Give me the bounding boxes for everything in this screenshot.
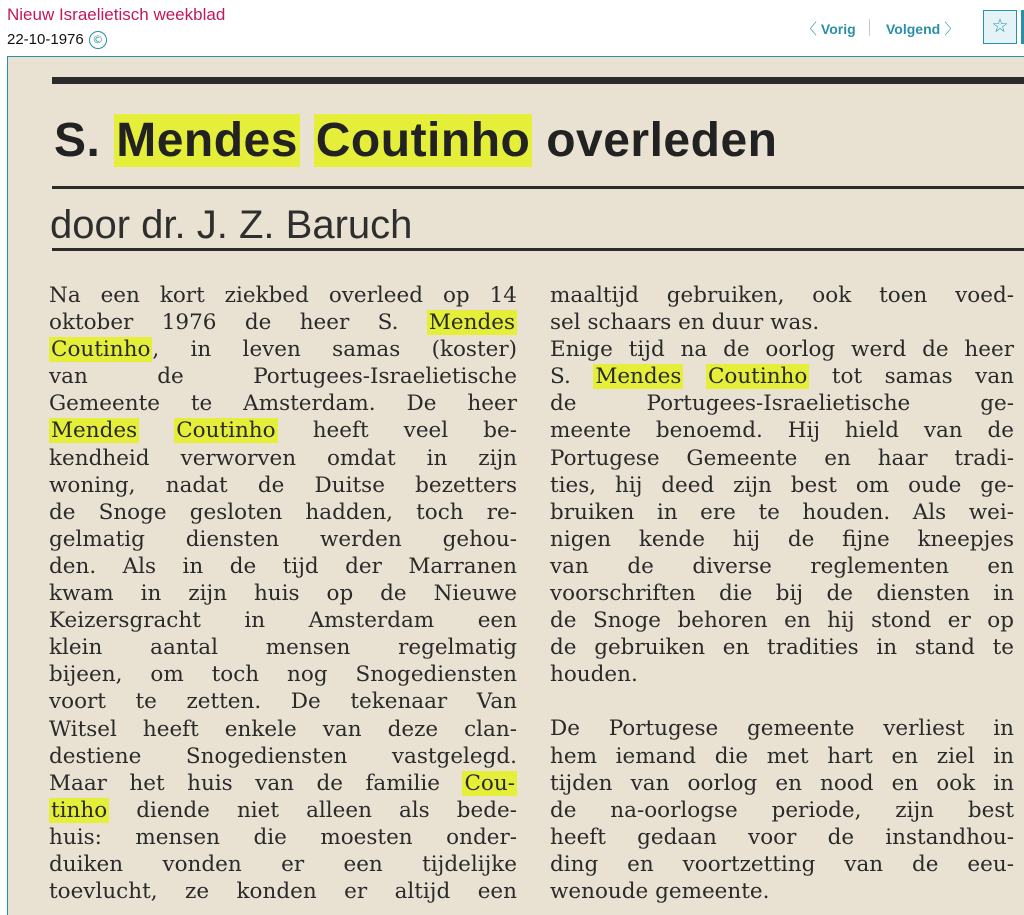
left-column (49, 282, 517, 905)
headline-suffix: overleden (546, 114, 778, 167)
next-label: Volgend (886, 21, 941, 37)
headline-prefix: S. (54, 114, 101, 167)
text-line: meente benoemd. Hij hield van de (550, 418, 1014, 444)
text-line: den. Als in de tijd der Marranen (49, 553, 517, 579)
text-line: kwam in zijn huis op de Nieuwe (49, 581, 517, 607)
highlight-coutinho: Coutinho (51, 337, 151, 363)
text-line: maaltijd gebruiken, ook toen voed- (550, 283, 1014, 308)
paragraph-gap (550, 688, 1014, 715)
text-line: de na-oorlogse periode, zijn best (550, 797, 1014, 823)
text-line: Gemeente te Amsterdam. De heer (49, 391, 517, 417)
text-line: wenoude gemeente. (550, 878, 770, 904)
viewer-header (0, 0, 1024, 56)
text-line: destiene Snogediensten vastgelegd. (49, 743, 517, 769)
text-line: gelmatig diensten werden gehou- (49, 526, 517, 552)
text-line: duiken vonden er een tijdelijke (49, 851, 517, 877)
text-line: klein aantal mensen regelmatig (49, 635, 517, 661)
text-line: van de Portugees-Israelietische (49, 364, 517, 390)
chevron-right-icon: 〉 (944, 20, 960, 38)
highlight-coutinho: Coutinho (176, 418, 276, 444)
text-line: de Snoge gesloten hadden, toch re- (49, 499, 517, 525)
headline-rule (52, 186, 1024, 189)
text-line: De Portugese gemeente verliest in (550, 716, 1014, 742)
text-line: voorschriften die bij de diensten in (550, 581, 1014, 607)
text-line: ding en voortzetting van de eeu- (550, 851, 1014, 877)
text-line: heeft gedaan voor de instandhou- (550, 824, 1014, 850)
chevron-left-icon: 〈 (802, 20, 818, 38)
text-line: Na een kort ziekbed overleed op 14 (49, 283, 517, 308)
text-line: Mendes Coutinho heeft veel be- (51, 418, 517, 444)
text-line: ties, hij deed zijn best om oude ge- (550, 472, 1014, 498)
nav-divider (869, 19, 870, 36)
text-line: S. Mendes Coutinho tot samas van (550, 364, 1014, 390)
text-line: de Portugees-Israelietische ge- (550, 391, 1014, 417)
headline-highlight-mendes: Mendes (116, 114, 298, 167)
text-line: van de diverse reglementen en (550, 553, 1014, 579)
text-line: sel schaars en duur was. (550, 310, 820, 336)
headline-highlight-coutinho: Coutinho (315, 114, 531, 167)
copyright-icon[interactable]: © (89, 31, 107, 49)
text-line: oktober 1976 de heer S. Mendes (49, 310, 515, 336)
next-button[interactable] (886, 18, 959, 39)
highlight-mendes: Mendes (595, 364, 682, 390)
highlight-mendes: Mendes (51, 418, 138, 444)
text-line: de Snoge behoren en hij stond er op (550, 608, 1014, 634)
article-byline: door dr. J. Z. Baruch (50, 203, 413, 247)
text-line: Portugese Gemeente en haar tradi- (550, 445, 1014, 471)
highlight-mendes: Mendes (428, 310, 515, 336)
text-line: toevlucht, ze konden er altijd een (49, 879, 517, 905)
text-line: Witsel heeft enkele van deze clan- (49, 716, 517, 742)
text-line: nigen kende hij de fijne kneepjes (550, 526, 1014, 552)
highlight-coutinho: Cou- (464, 770, 515, 796)
star-icon: ☆ (991, 15, 1009, 37)
favorite-button[interactable] (983, 10, 1017, 44)
text-line: Maar het huis van de familie Cou- (49, 770, 515, 796)
text-line: bijeen, om toch nog Snogediensten (49, 662, 517, 688)
text-line: hem iemand die met hart en ziel in (550, 743, 1014, 769)
top-rule (52, 77, 1024, 84)
text-line: Enige tijd na de oorlog werd de heer (550, 337, 1014, 363)
previous-button[interactable] (802, 18, 856, 39)
text-line: voort te zetten. De tekenaar Van (49, 689, 517, 715)
previous-label: Vorig (820, 21, 856, 37)
article-clipping (7, 56, 1024, 915)
article-headline (54, 113, 777, 168)
text-line: woning, nadat de Duitse bezetters (49, 472, 517, 498)
text-line: Coutinho, in leven samas (koster) (51, 337, 517, 363)
text-line: houden. (550, 662, 638, 688)
right-column (550, 282, 1014, 905)
text-line: de gebruiken en tradities in stand te (550, 635, 1014, 661)
text-line: tinho diende niet alleen als bede- (51, 797, 517, 823)
text-line: Keizersgracht in Amsterdam een (49, 608, 517, 634)
text-line: bruiken in ere te houden. Als wei- (550, 499, 1014, 525)
date-text: 22-10-1976 (7, 31, 84, 48)
byline-rule (52, 248, 1024, 251)
text-line: tijden van oorlog en nood en ook in (550, 770, 1014, 796)
highlight-coutinho: Coutinho (707, 364, 808, 390)
text-line: kendheid verworven omdat in zijn (49, 445, 517, 471)
publication-date (7, 31, 107, 49)
highlight-coutinho: tinho (51, 797, 108, 823)
publication-title[interactable]: Nieuw Israelietisch weekblad (7, 5, 226, 24)
text-line: huis: mensen die moesten onder- (49, 824, 517, 850)
